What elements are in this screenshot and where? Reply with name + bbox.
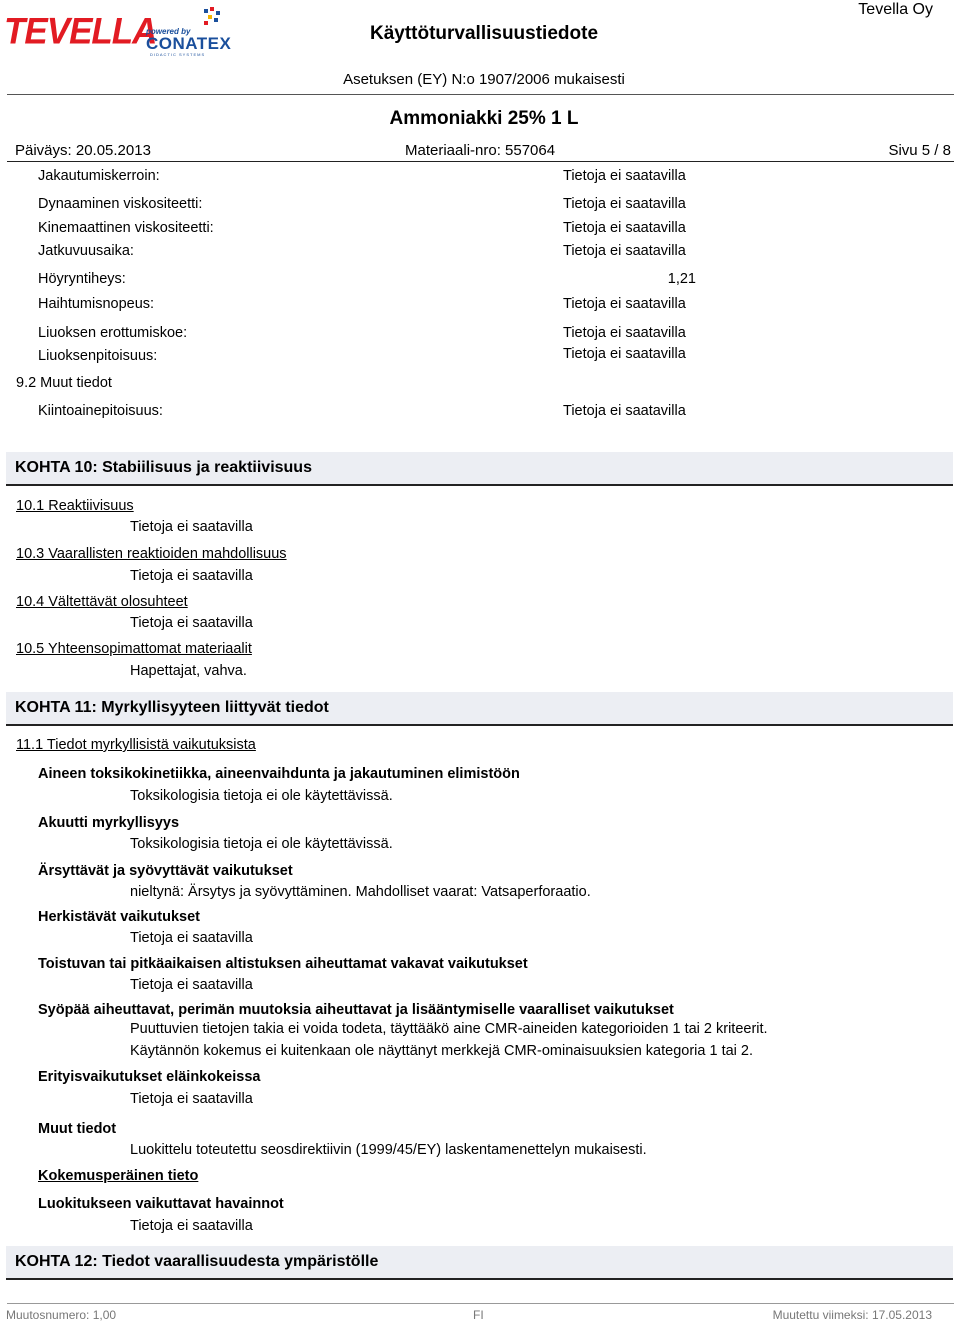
effect-text: Käytännön kokemus ei kuitenkaan ole näyttänyt merkkejä CMR-ominaisuuksien kategoria 1 tai 2. bbox=[130, 1043, 754, 1059]
effect-heading: Toistuvan tai pitkäaikaisen altistuksen aiheuttamat vakavat vaikutukset bbox=[38, 956, 528, 972]
effect-heading: Herkistävät vaikutukset bbox=[38, 909, 200, 925]
effect-text: nieltynä: Ärsytys ja syövyttäminen. Mahdolliset vaarat: Vatsaperforaatio. bbox=[130, 884, 591, 900]
footer-divider bbox=[7, 1303, 954, 1304]
classification-text: Tietoja ei saatavilla bbox=[130, 1218, 253, 1234]
document-title: Käyttöturvallisuustiedote bbox=[369, 23, 599, 44]
product-name: Ammoniakki 25% 1 L bbox=[389, 108, 579, 129]
logo-conatex-sub: DIDACTIC SYSTEMS bbox=[150, 52, 206, 57]
document-date: Päiväys: 20.05.2013 bbox=[15, 142, 151, 159]
classification-heading: Luokitukseen vaikuttavat havainnot bbox=[38, 1196, 284, 1212]
property-label: Dynaaminen viskositeetti: bbox=[38, 196, 203, 212]
property-value: Tietoja ei saatavilla bbox=[563, 220, 686, 236]
other-info-heading: 9.2 Muut tiedot bbox=[16, 375, 112, 391]
logo-tevella-text: TEVELLA bbox=[4, 11, 157, 52]
experience-heading: Kokemusperäinen tieto bbox=[38, 1168, 199, 1184]
section-12-title: KOHTA 12: Tiedot vaarallisuudesta ympäristölle bbox=[15, 1253, 379, 1270]
property-value: Tietoja ei saatavilla bbox=[563, 296, 686, 312]
subsection-heading: 10.5 Yhteensopimattomat materiaalit bbox=[16, 641, 252, 657]
property-label: Liuoksenpitoisuus: bbox=[38, 348, 158, 364]
logo-conatex-text: CONATEX bbox=[146, 34, 232, 53]
section-11-header bbox=[6, 692, 953, 726]
property-value: Tietoja ei saatavilla bbox=[563, 196, 686, 212]
section-10-header bbox=[6, 452, 953, 486]
subsection-text: Tietoja ei saatavilla bbox=[130, 615, 253, 631]
subsection-heading: 10.1 Reaktiivisuus bbox=[16, 498, 134, 514]
effect-text: Toksikologisia tietoja ei ole käytettävissä. bbox=[130, 836, 393, 852]
header-bottom-divider bbox=[7, 161, 954, 162]
effect-heading: Syöpää aiheuttavat, perimän muutoksia aiheuttavat ja lisääntymiselle vaaralliset vaikutukset bbox=[38, 1002, 674, 1018]
subsection-text: Tietoja ei saatavilla bbox=[130, 519, 253, 535]
property-label: Liuoksen erottumiskoe: bbox=[38, 325, 188, 341]
effect-text: Tietoja ei saatavilla bbox=[130, 1091, 253, 1107]
effect-heading: Ärsyttävät ja syövyttävät vaikutukset bbox=[38, 863, 293, 879]
other-info-text: Luokittelu toteutettu seosdirektiivin (1999/45/EY) laskentamenettelyn mukaisesti. bbox=[130, 1142, 647, 1158]
page-number: Sivu 5 / 8 bbox=[888, 142, 951, 159]
other-info-heading: Muut tiedot bbox=[38, 1121, 117, 1137]
property-value: Tietoja ei saatavilla bbox=[563, 243, 686, 259]
material-number: Materiaali-nro: 557064 bbox=[405, 142, 556, 159]
subsection-text: Tietoja ei saatavilla bbox=[130, 568, 253, 584]
property-value: 1,21 bbox=[667, 271, 696, 287]
effect-text: Tietoja ei saatavilla bbox=[130, 930, 253, 946]
section-10-title: KOHTA 10: Stabiilisuus ja reaktiivisuus bbox=[15, 459, 312, 476]
subsection-text: Hapettajat, vahva. bbox=[130, 663, 247, 679]
subsection-heading: 10.4 Vältettävät olosuhteet bbox=[16, 594, 188, 610]
property-label: Jatkuvuusaika: bbox=[38, 243, 134, 259]
last-modified: Muutettu viimeksi: 17.05.2013 bbox=[772, 1308, 932, 1322]
property-label: Haihtumisnopeus: bbox=[38, 296, 155, 312]
effect-heading: Akuutti myrkyllisyys bbox=[38, 815, 180, 831]
property-label: Höyryntiheys: bbox=[38, 271, 126, 287]
subsection-heading: 10.3 Vaarallisten reaktioiden mahdollisuus bbox=[16, 546, 287, 562]
language-code: FI bbox=[473, 1308, 484, 1322]
property-value: Tietoja ei saatavilla bbox=[563, 346, 686, 362]
logo-powered-text: powered by bbox=[146, 27, 191, 36]
header-divider bbox=[7, 94, 954, 95]
property-label: Kiintoainepitoisuus: bbox=[38, 403, 163, 419]
property-value: Tietoja ei saatavilla bbox=[563, 168, 686, 184]
effect-text: Toksikologisia tietoja ei ole käytettävissä. bbox=[130, 788, 393, 804]
section-12-header bbox=[6, 1246, 953, 1280]
property-label: Jakautumiskerroin: bbox=[38, 168, 160, 184]
effect-text: Tietoja ei saatavilla bbox=[130, 977, 253, 993]
effect-heading: Erityisvaikutukset eläinkokeissa bbox=[38, 1069, 261, 1085]
section-11-title: KOHTA 11: Myrkyllisyyteen liittyvät tiedot bbox=[15, 699, 329, 716]
company-name: Tevella Oy bbox=[858, 1, 933, 18]
property-value: Tietoja ei saatavilla bbox=[563, 403, 686, 419]
property-value: Tietoja ei saatavilla bbox=[563, 325, 686, 341]
property-label: Kinemaattinen viskositeetti: bbox=[38, 220, 214, 236]
effect-heading: Aineen toksikokinetiikka, aineenvaihdunta ja jakautuminen elimistöön bbox=[38, 766, 520, 782]
subsection-heading: 11.1 Tiedot myrkyllisistä vaikutuksista bbox=[16, 737, 256, 753]
regulation-text: Asetuksen (EY) N:o 1907/2006 mukaisesti bbox=[343, 71, 625, 88]
effect-text: Puuttuvien tietojen takia ei voida todeta, täyttääkö aine CMR-aineiden kategorioiden 1 tai 2 kriteerit. bbox=[130, 1021, 768, 1037]
revision-number: Muutosnumero: 1,00 bbox=[6, 1308, 117, 1322]
